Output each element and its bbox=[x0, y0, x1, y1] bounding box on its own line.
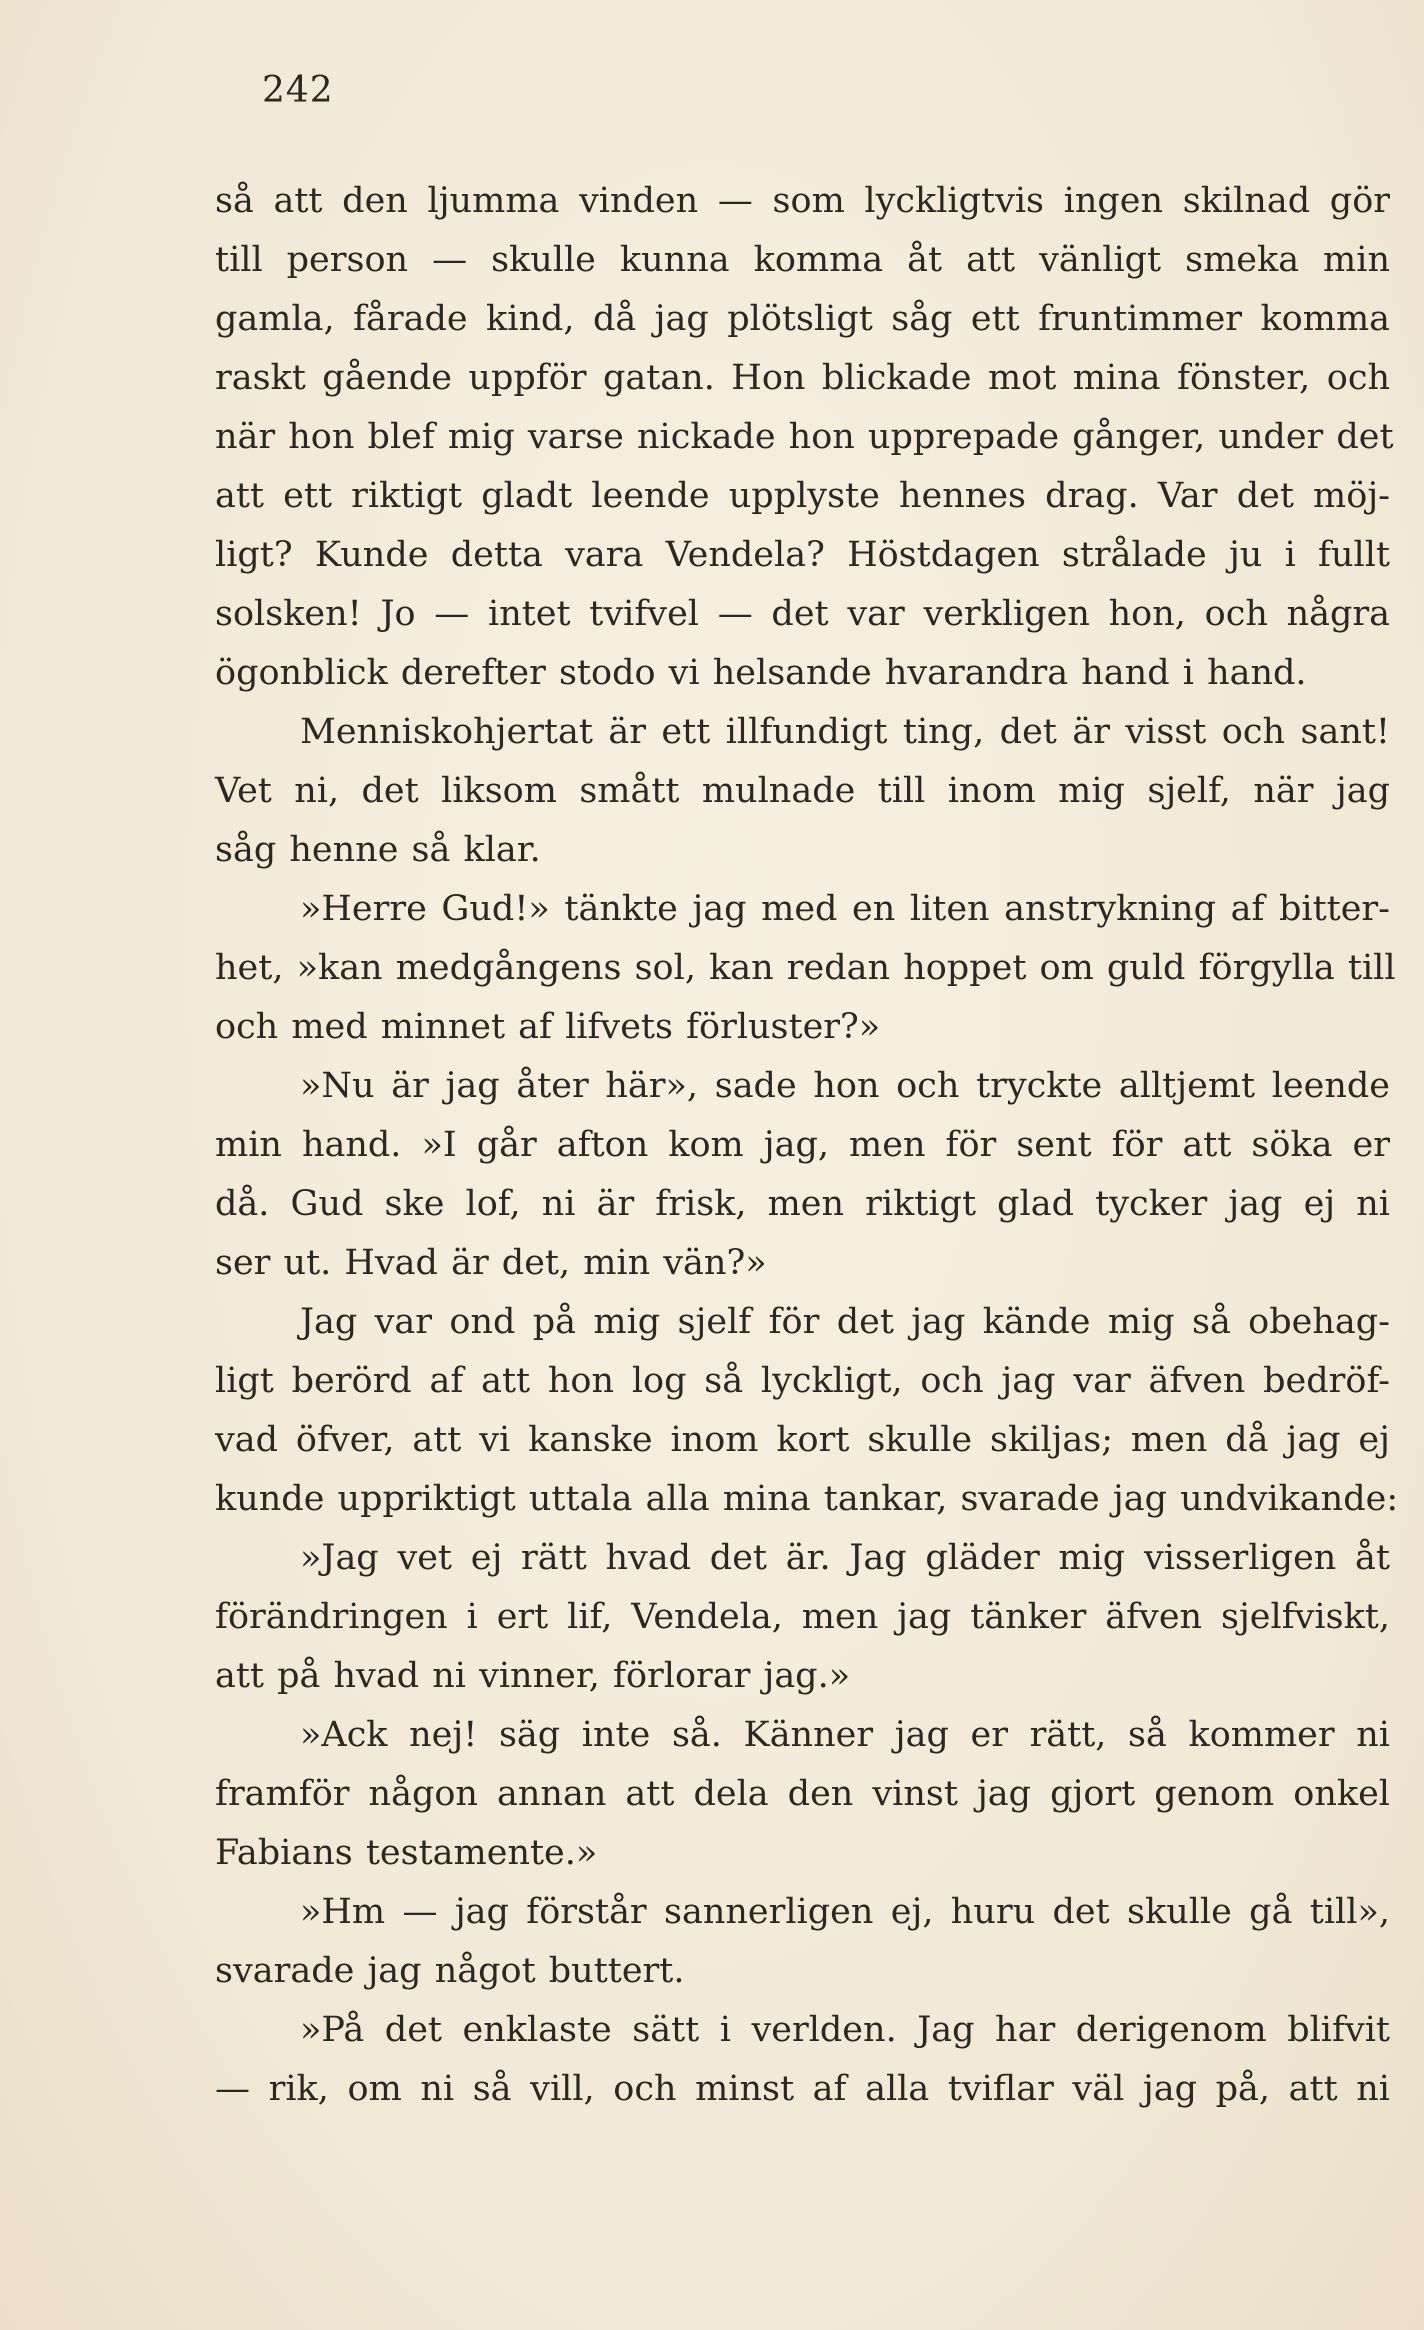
text-line: att på hvad ni vinner, förlorar jag.» bbox=[215, 1656, 851, 1696]
text-line: »Nu är jag åter här», sade hon och tryckte alltjemt leende bbox=[300, 1066, 1390, 1106]
body-text bbox=[215, 172, 1399, 2119]
text-line: het, »kan medgångens sol, kan redan hoppet om guld förgylla till bbox=[215, 948, 1396, 988]
text-line: ligt berörd af att hon log så lyckligt, och jag var äfven bedröf- bbox=[215, 1361, 1390, 1401]
text-line: Menniskohjertat är ett illfundigt ting, det är visst och sant! bbox=[300, 712, 1390, 752]
text-line: och med minnet af lifvets förluster?» bbox=[215, 1007, 881, 1047]
text-line: såg henne så klar. bbox=[215, 830, 541, 870]
text-line: »Hm — jag förstår sannerligen ej, huru det skulle gå till», bbox=[300, 1892, 1390, 1932]
text-line: »På det enklaste sätt i verlden. Jag har derigenom blifvit bbox=[300, 2010, 1390, 2050]
text-line: solsken! Jo — intet tvifvel — det var verkligen hon, och några bbox=[215, 594, 1390, 634]
text-line: Vet ni, det liksom smått mulnade till inom mig sjelf, när jag bbox=[215, 771, 1390, 811]
text-line: till person — skulle kunna komma åt att vänligt smeka min bbox=[215, 240, 1390, 280]
text-line: förändringen i ert lif, Vendela, men jag tänker äfven sjelfviskt, bbox=[215, 1597, 1390, 1637]
text-line: när hon blef mig varse nickade hon upprepade gånger, under det bbox=[215, 417, 1394, 457]
text-line: ligt? Kunde detta vara Vendela? Höstdagen strålade ju i fullt bbox=[215, 535, 1390, 575]
text-line: ögonblick derefter stodo vi helsande hvarandra hand i hand. bbox=[215, 653, 1307, 693]
text-line: vad öfver, att vi kanske inom kort skulle skiljas; men då jag ej bbox=[215, 1420, 1390, 1460]
text-line: Fabians testamente.» bbox=[215, 1833, 598, 1873]
text-line: så att den ljumma vinden — som lyckligtvis ingen skilnad gör bbox=[215, 181, 1390, 221]
text-line: »Ack nej! säg inte så. Känner jag er rätt, så kommer ni bbox=[300, 1715, 1390, 1755]
page-number: 242 bbox=[262, 70, 334, 111]
text-line: raskt gående uppför gatan. Hon blickade mot mina fönster, och bbox=[215, 358, 1390, 398]
text-line: Jag var ond på mig sjelf för det jag kände mig så obehag- bbox=[300, 1302, 1390, 1342]
text-line: »Jag vet ej rätt hvad det är. Jag gläder mig visserligen åt bbox=[300, 1538, 1390, 1578]
text-line: svarade jag något buttert. bbox=[215, 1951, 685, 1991]
text-line: gamla, fårade kind, då jag plötsligt såg ett fruntimmer komma bbox=[215, 299, 1390, 339]
text-line: — rik, om ni så vill, och minst af alla tviflar väl jag på, att ni bbox=[215, 2069, 1390, 2109]
text-line: kunde uppriktigt uttala alla mina tankar, svarade jag undvikande: bbox=[215, 1479, 1399, 1519]
text-line: ser ut. Hvad är det, min vän?» bbox=[215, 1243, 767, 1283]
text-line: min hand. »I går afton kom jag, men för sent för att söka er bbox=[215, 1125, 1390, 1165]
text-line: »Herre Gud!» tänkte jag med en liten anstrykning af bitter- bbox=[300, 889, 1390, 929]
text-line: framför någon annan att dela den vinst jag gjort genom onkel bbox=[215, 1774, 1390, 1814]
text-line: att ett riktigt gladt leende upplyste hennes drag. Var det möj- bbox=[215, 476, 1390, 516]
text-line: då. Gud ske lof, ni är frisk, men riktigt glad tycker jag ej ni bbox=[215, 1184, 1390, 1224]
